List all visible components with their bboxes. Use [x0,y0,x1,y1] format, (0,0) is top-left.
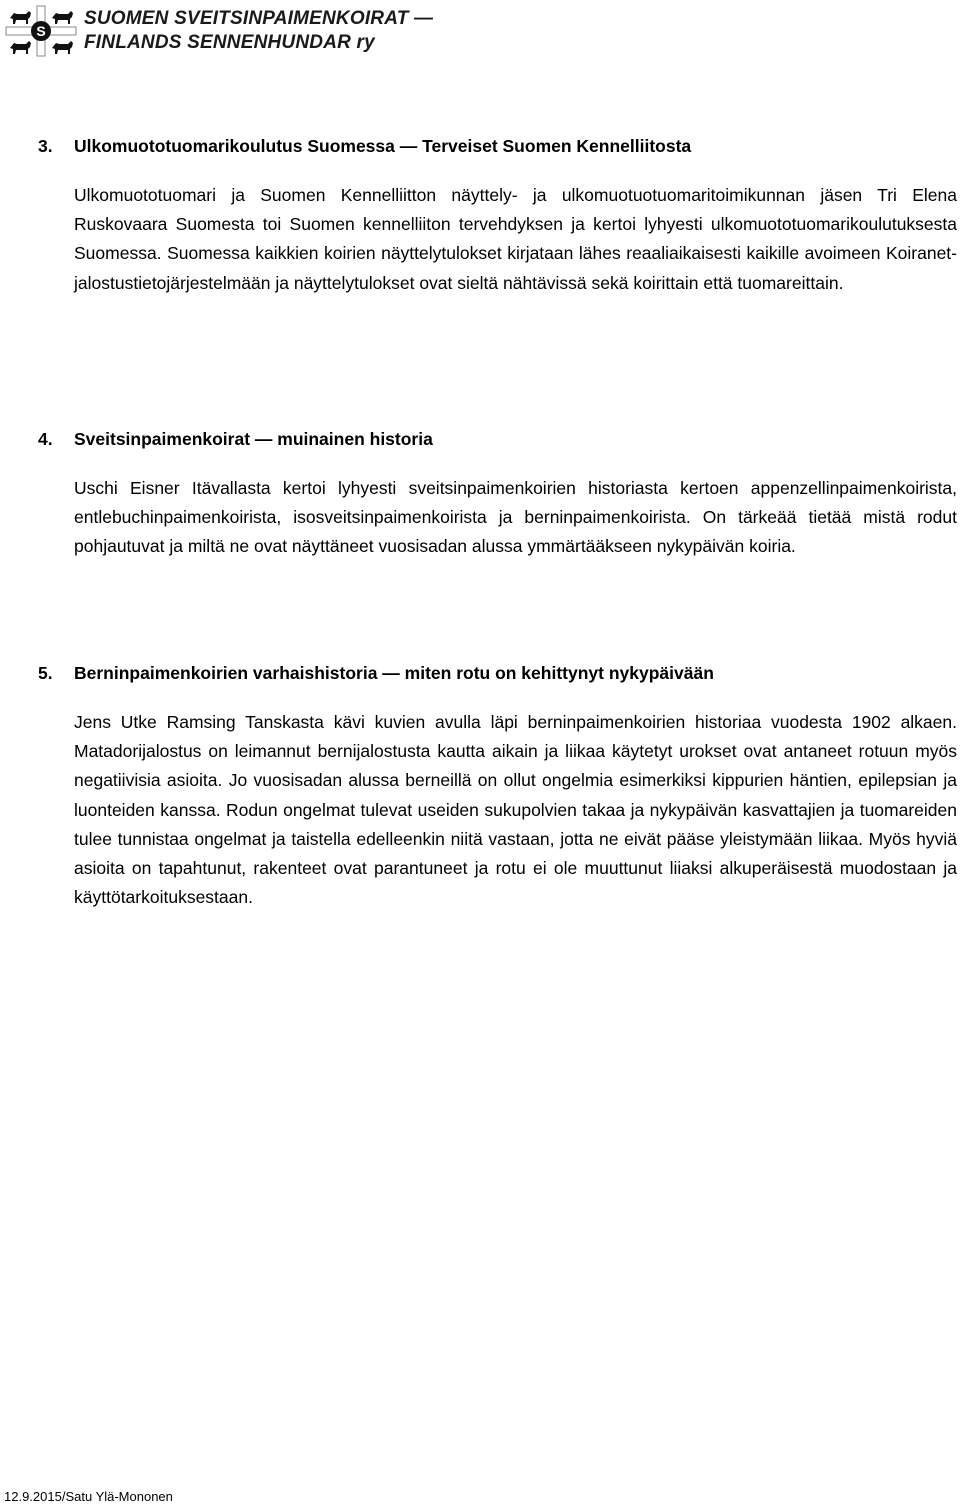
section-3-paragraph: Ulkomuototuomari ja Suomen Kennelliitton näyttely- ja ulkomuotuotuomaritoimikunnan jäsen Tri Elena Ruskovaara Suomesta toi Suomen kennelliiton tervehdyksen ja kertoi lyhyesti ulkomuototuomarikoulutuksesta Suomessa. Suomessa kaikkien koirien näyttelytulokset kirjataan lähes reaaliaikaisesti kaikille avoimeen Koiranet-jalostustietojärjestelmään ja näyttelytulokset ovat sieltä nähtävissä sekä koirittain että tuomareittain. [74,185,957,293]
section-title: Berninpaimenkoirien varhaishistoria — miten rotu on kehittynyt nykypäivään [74,663,714,683]
section-title: Sveitsinpaimenkoirat — muinainen historia [74,429,433,449]
organization-name-line2: FINLANDS SENNENHUNDAR ry [84,32,375,53]
page-footer: 12.9.2015/Satu Ylä-Mononen [4,1489,173,1504]
organization-name-line1: SUOMEN SVEITSINPAIMENKOIRAT — [84,8,434,29]
organization-name [84,7,433,55]
section-5-heading [38,660,958,686]
section-title: Ulkomuototuomarikoulutus Suomessa — Terveiset Suomen Kennelliitosta [74,136,692,156]
section-4-heading [38,426,958,452]
section-number: 5. [38,663,53,683]
section-5-paragraph: Jens Utke Ramsing Tanskasta kävi kuvien avulla läpi berninpaimenkoirien historiaa vuodesta 1902 alkaen. Matadorijalostus on leimannut bernijalostusta kautta aikain ja liikaa käytetyt urokset ovat antaneet rotuun myös negatiivisia asioita. Jo vuosisadan alussa berneillä on ollut ongelmia esimerkiksi kippurien häntien, epilepsian ja luonteiden kanssa. Rodun ongelmat tulevat useiden sukupolvien takaa ja nykypäivän kasvattajien ja tuomareiden tulee tunnistaa ongelmat ja taistella edelleenkin niitä vastaan, jotta ne eivät pääse yleistymään liikaa. Myös hyviä asioita on tapahtunut, rakenteet ovat parantuneet ja rotu ei ole muuttunut liiaksi alkuperäisestä muodostaan ja käyttötarkoituksestaan. [74,712,957,908]
section-number: 3. [38,136,53,156]
section-4-paragraph: Uschi Eisner Itävallasta kertoi lyhyesti sveitsinpaimenkoirien historiasta kertoen appenzellinpaimenkoirista, entlebuchinpaimenkoirista, isosveitsinpaimenkoirista ja berninpaimenkoirista. On tärkeää tietää mistä rodut pohjautuvat ja miltä ne ovat näyttäneet vuosisadan alussa ymmärtääkseen nykypäivän koiria. [74,478,957,557]
section-3-heading [38,133,958,159]
logo-letter: S [36,23,46,39]
dog-silhouettes-emblem-icon [4,4,78,58]
section-number: 4. [38,429,53,449]
page-header [4,4,434,58]
